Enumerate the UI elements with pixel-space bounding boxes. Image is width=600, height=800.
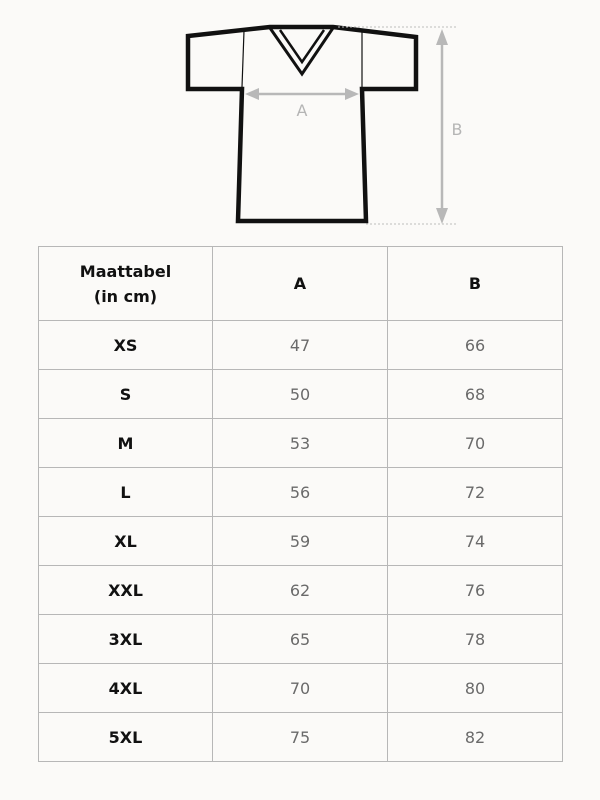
value-b-cell: 82 — [388, 713, 563, 762]
table-row — [39, 713, 563, 762]
value-b-cell: 66 — [388, 321, 563, 370]
table-row — [39, 370, 563, 419]
size-cell: 4XL — [39, 664, 213, 713]
table-row — [39, 664, 563, 713]
size-cell: XL — [39, 517, 213, 566]
table-row — [39, 566, 563, 615]
size-cell: XXL — [39, 566, 213, 615]
size-cell: 5XL — [39, 713, 213, 762]
size-cell: S — [39, 370, 213, 419]
tshirt-outline — [188, 27, 416, 221]
corner-unit: (in cm) — [93, 286, 158, 306]
tshirt-measurement-diagram — [0, 0, 600, 240]
table-row — [39, 517, 563, 566]
value-b-cell: 80 — [388, 664, 563, 713]
value-b-cell: 76 — [388, 566, 563, 615]
table-row — [39, 615, 563, 664]
table-row — [39, 468, 563, 517]
value-a-cell: 50 — [213, 370, 388, 419]
value-b-cell: 68 — [388, 370, 563, 419]
table-header-row — [39, 247, 563, 321]
value-a-cell: 70 — [213, 664, 388, 713]
corner-title: Maattabel — [79, 261, 172, 281]
value-b-cell: 78 — [388, 615, 563, 664]
value-a-cell: 75 — [213, 713, 388, 762]
value-a-cell: 53 — [213, 419, 388, 468]
value-b-cell: 72 — [388, 468, 563, 517]
value-b-cell: 70 — [388, 419, 563, 468]
size-cell: 3XL — [39, 615, 213, 664]
measurement-b-label: B — [451, 120, 463, 139]
value-a-cell: 47 — [213, 321, 388, 370]
value-a-cell: 56 — [213, 468, 388, 517]
size-cell: L — [39, 468, 213, 517]
table-row — [39, 321, 563, 370]
column-header-b: B — [388, 247, 563, 321]
measurement-a-label: A — [296, 101, 308, 120]
value-a-cell: 62 — [213, 566, 388, 615]
column-header-a: A — [213, 247, 388, 321]
value-a-cell: 65 — [213, 615, 388, 664]
size-cell: M — [39, 419, 213, 468]
table-row — [39, 419, 563, 468]
size-chart-table — [38, 246, 563, 762]
size-cell: XS — [39, 321, 213, 370]
value-a-cell: 59 — [213, 517, 388, 566]
table-corner-header — [39, 247, 213, 321]
value-b-cell: 74 — [388, 517, 563, 566]
